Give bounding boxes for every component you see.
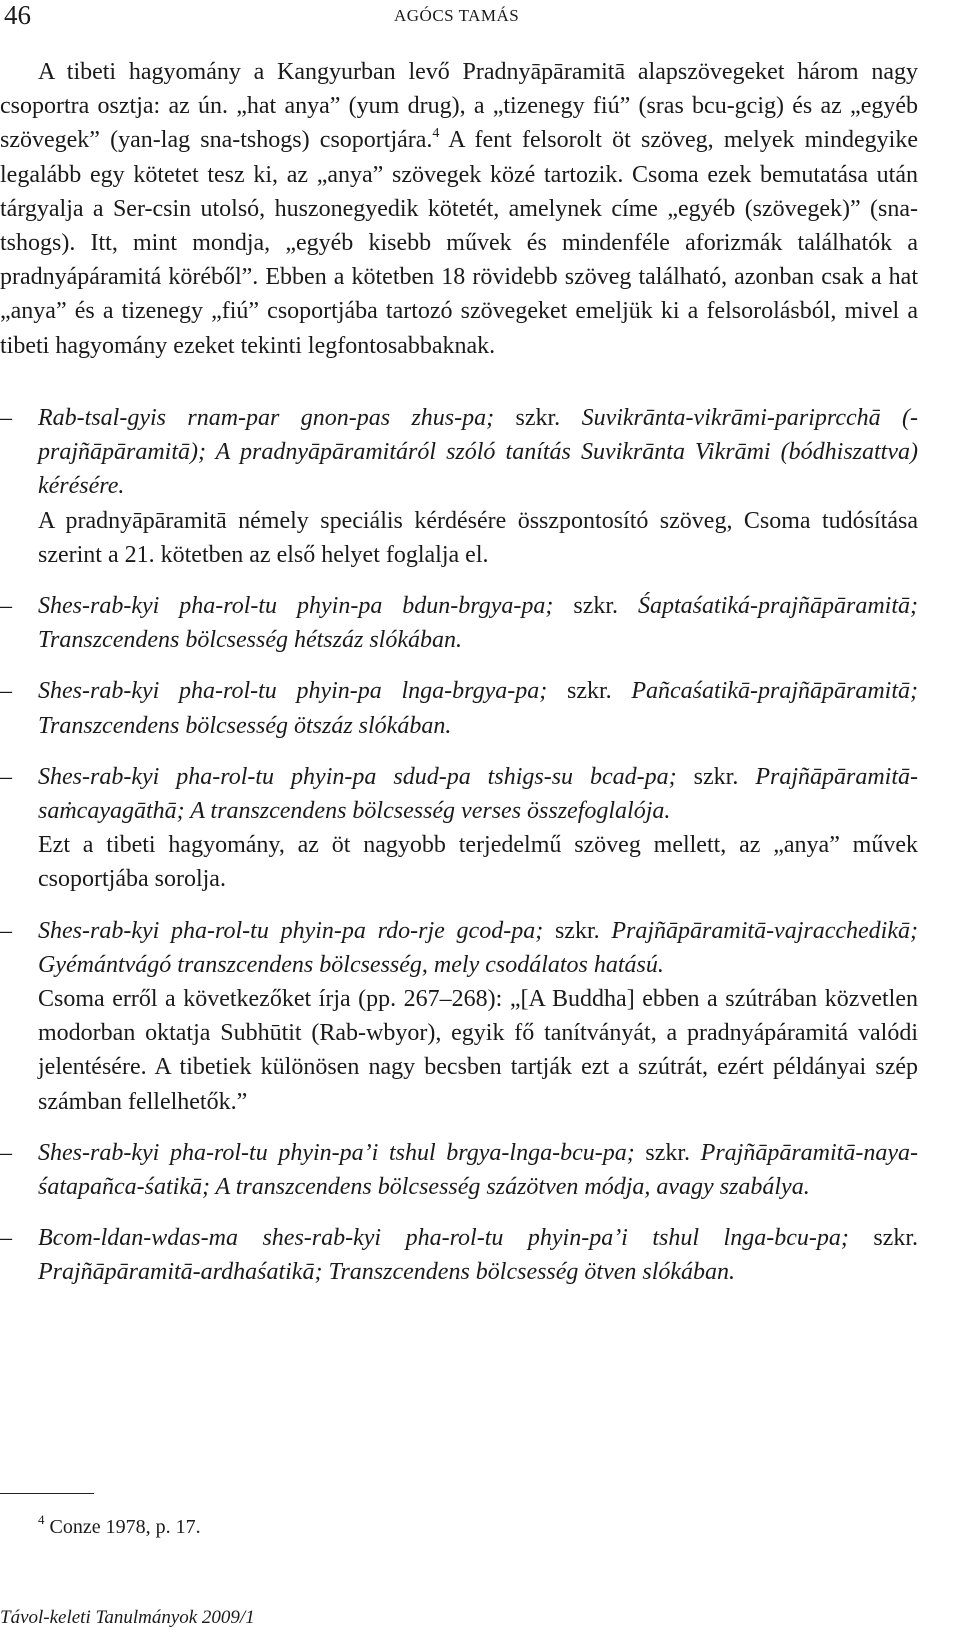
footnote-mark: 4 — [38, 1512, 45, 1527]
tibetan-title: Rab-tsal-gyis rnam-par gnon-pas zhus-pa; — [38, 405, 495, 431]
list-item — [0, 1221, 918, 1289]
list-dash: – — [0, 1225, 12, 1252]
sanskrit-title: Śaptaśatiká-prajñāpāramitā; Transzcendens bölcsesség hétszáz slókában. — [38, 593, 918, 654]
tibetan-title: Shes-rab-kyi pha-rol-tu phyin-pa rdo-rje gcod-pa; — [38, 917, 544, 944]
footnote — [38, 1512, 201, 1539]
skr-abbrev: szkr. — [848, 1225, 918, 1252]
entry-note: Csoma erről a következőket írja (pp. 267–268): „[A Buddha] ebben a szútrában közvetlen modorban oktatja Subhūtit (Rab-wbyor), egyik fő tanítványát, a pradnyápáramitá valódi jelentésére. A tibetiek különösen nagy becsben tartják ezt a szútrát, ezért példányai szép számban fellelhetők.” — [38, 986, 918, 1115]
tibetan-title: Bcom-ldan-wdas-ma shes-rab-kyi pha-rol-tu phyin-pa’i tshul lnga-bcu-pa; — [38, 1225, 849, 1252]
sanskrit-title: Suvikrānta-vikrāmi-pariprcchā (-prajñāpāramitā); A pradnyāpāramitáról szóló tanítás Suvikrānta Vikrāmi (bódhiszattva) kérésére. — [38, 405, 918, 500]
entry-note: A pradnyāpāramitā némely speciális kérdésére összpontosító szöveg, Csoma tudósítása szerint a 21. kötetben az első helyet foglalja el. — [38, 507, 918, 568]
sanskrit-title: Prajñāpāramitā-ardhaśatikā; Transzcendens bölcsesség ötven slókában. — [38, 1259, 736, 1286]
paragraph-text: A fent felsorolt öt szöveg, melyek mindegyike legalább egy kötetet tesz ki, az „anya” szövegek közé tartozik. Csoma ezek bemutatása után tárgyalja a Ser-csin utolsó, huszonegyedik kötetét, amelynek címe „egyéb (szövegek)” (sna-tshogs). Itt, mint mondja, „egyéb kisebb művek és mindenféle aforizmák találhatók a pradnyápáramitá köréből”. Ebben a kötetben 18 rövidebb szöveg található, azonban csak a hat „anya” és a tizenegy „fiú” csoportjába tartozó szövegeket emeljük ki a felsorolásból, mivel a tibeti hagyomány ezeket tekinti legfontosabbaknak. — [0, 127, 918, 359]
sanskrit-title: Prajñāpāramitā-naya-śatapañca-śatikā; A transzcendens bölcsesség százötven módja, avagy szabálya. — [38, 1139, 918, 1201]
skr-abbrev: szkr. — [494, 405, 582, 431]
list-dash: – — [0, 917, 12, 944]
list-dash: – — [0, 763, 12, 790]
intro-paragraph — [0, 55, 918, 363]
list-item — [0, 401, 918, 572]
tibetan-title: Shes-rab-kyi pha-rol-tu phyin-pa lnga-brgya-pa; — [38, 678, 548, 705]
skr-abbrev: szkr. — [676, 763, 756, 790]
list-dash: – — [0, 1139, 12, 1166]
skr-abbrev: szkr. — [634, 1139, 701, 1166]
list-item — [0, 914, 918, 1119]
skr-abbrev: szkr. — [547, 678, 632, 705]
sanskrit-title: Prajñāpāramitā-saṁcayagāthā; A transzcendens bölcsesség verses összefoglalója. — [38, 763, 918, 825]
paragraph — [0, 55, 918, 363]
list-item — [0, 760, 918, 897]
tibetan-title: Shes-rab-kyi pha-rol-tu phyin-pa’i tshul brgya-lnga-bcu-pa; — [38, 1139, 635, 1166]
list-dash: – — [0, 405, 12, 431]
list-item — [0, 674, 918, 742]
page-number: 46 — [4, 0, 31, 30]
footnote-reference[interactable]: 4 — [432, 126, 440, 142]
list-item — [0, 589, 918, 657]
journal-footer: Távol-keleti Tanulmányok 2009/1 — [0, 1607, 255, 1628]
running-head: AGÓCS TAMÁS — [394, 6, 520, 25]
tibetan-title: Shes-rab-kyi pha-rol-tu phyin-pa bdun-brgya-pa; — [38, 593, 554, 620]
tibetan-title: Shes-rab-kyi pha-rol-tu phyin-pa sdud-pa tshigs-su bcad-pa; — [38, 763, 677, 790]
sanskrit-title: Pañcaśatikā-prajñāpāramitā; Transzcendens bölcsesség ötszáz slókában. — [38, 678, 918, 739]
entry-note: Ezt a tibeti hagyomány, az öt nagyobb terjedelmű szöveg mellett, az „anya” művek csoportjába sorolja. — [38, 832, 918, 893]
list-dash: – — [0, 593, 12, 620]
list-item — [0, 1136, 918, 1204]
footnote-divider — [0, 1493, 94, 1494]
paragraph-text: A tibeti hagyomány a Kangyurban levő Pradnyāpāramitā alapszövegeket három nagy csoportra osztja: az ún. „hat anya” (yum drug), a „tizenegy fiú” (sras bcu-gcig) és az „egyéb szövegek” (yan-lag sna-tshogs) csoportjára. — [0, 59, 918, 154]
list-dash: – — [0, 678, 12, 705]
skr-abbrev: szkr. — [543, 917, 612, 944]
text-list — [0, 401, 918, 1307]
footnote-text: Conze 1978, p. 17. — [44, 1516, 201, 1538]
skr-abbrev: szkr. — [553, 593, 638, 620]
sanskrit-title: Prajñāpāramitā-vajracchedikā; Gyémántvágó transzcendens bölcsesség, mely csodálatos hatású. — [38, 917, 918, 978]
